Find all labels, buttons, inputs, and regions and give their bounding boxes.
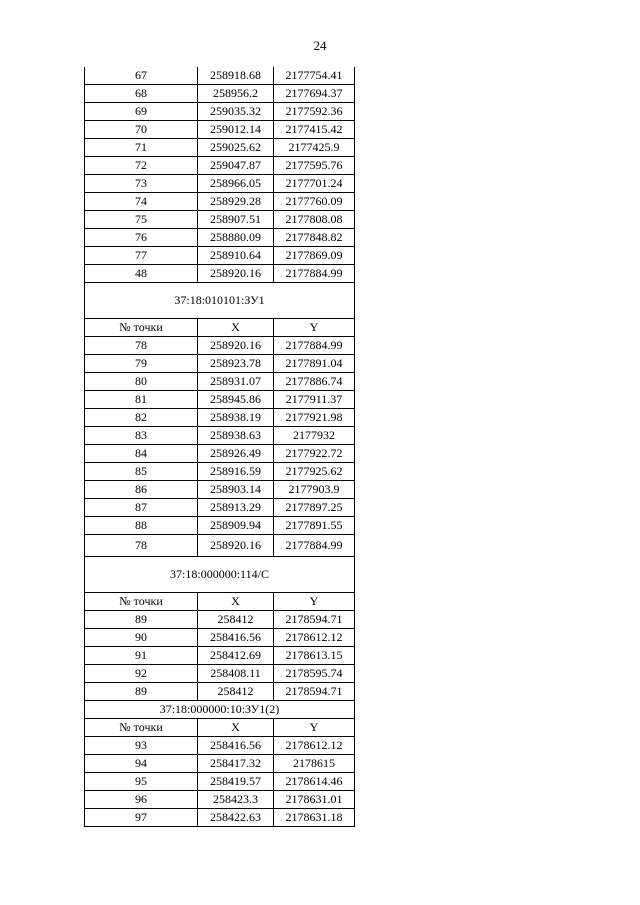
x-cell: 258880.09 [198, 229, 274, 247]
table-row [85, 337, 355, 355]
point-number-cell: 91 [85, 647, 198, 665]
table-row [85, 175, 355, 193]
y-cell: 2177754.41 [274, 67, 355, 85]
x-cell: 258938.63 [198, 427, 274, 445]
point-number-cell: 83 [85, 427, 198, 445]
column-header-row [85, 593, 355, 611]
y-cell: 2178612.12 [274, 737, 355, 755]
x-cell: 258966.05 [198, 175, 274, 193]
table-row [85, 427, 355, 445]
y-cell: 2177884.99 [274, 265, 355, 283]
table-row [85, 737, 355, 755]
y-header: Y [274, 719, 355, 737]
point-number-cell: 85 [85, 463, 198, 481]
y-cell: 2177760.09 [274, 193, 355, 211]
point-number-cell: 75 [85, 211, 198, 229]
point-number-header: № точки [85, 719, 198, 737]
point-number-cell: 69 [85, 103, 198, 121]
y-cell: 2177869.09 [274, 247, 355, 265]
point-number-cell: 77 [85, 247, 198, 265]
section-title: 37:18:000000:114/С [85, 557, 355, 593]
point-number-cell: 48 [85, 265, 198, 283]
table-row [85, 229, 355, 247]
point-number-cell: 82 [85, 409, 198, 427]
coordinates-table [84, 67, 355, 827]
point-number-cell: 89 [85, 683, 198, 701]
point-number-cell: 68 [85, 85, 198, 103]
table-row [85, 683, 355, 701]
point-number-cell: 95 [85, 773, 198, 791]
point-number-cell: 79 [85, 355, 198, 373]
y-header: Y [274, 593, 355, 611]
point-number-cell: 78 [85, 337, 198, 355]
y-cell: 2177886.74 [274, 373, 355, 391]
coordinates-table-body [85, 67, 355, 827]
point-number-cell: 67 [85, 67, 198, 85]
x-cell: 258923.78 [198, 355, 274, 373]
y-cell: 2178615 [274, 755, 355, 773]
y-cell: 2177891.04 [274, 355, 355, 373]
x-header: X [198, 719, 274, 737]
x-cell: 258920.16 [198, 535, 274, 557]
x-cell: 258929.28 [198, 193, 274, 211]
point-number-cell: 96 [85, 791, 198, 809]
y-cell: 2178631.18 [274, 809, 355, 827]
x-cell: 258423.3 [198, 791, 274, 809]
y-cell: 2177932 [274, 427, 355, 445]
x-header: X [198, 593, 274, 611]
x-cell: 258909.94 [198, 517, 274, 535]
x-cell: 258920.16 [198, 265, 274, 283]
y-cell: 2177701.24 [274, 175, 355, 193]
table-row [85, 247, 355, 265]
y-cell: 2178631.01 [274, 791, 355, 809]
x-cell: 258419.57 [198, 773, 274, 791]
x-cell: 259025.62 [198, 139, 274, 157]
table-row [85, 193, 355, 211]
y-cell: 2178614.46 [274, 773, 355, 791]
x-cell: 258412.69 [198, 647, 274, 665]
x-cell: 258903.14 [198, 481, 274, 499]
y-cell: 2177903.9 [274, 481, 355, 499]
y-cell: 2178594.71 [274, 611, 355, 629]
x-cell: 259035.32 [198, 103, 274, 121]
point-number-cell: 80 [85, 373, 198, 391]
x-cell: 258926.49 [198, 445, 274, 463]
table-row [85, 809, 355, 827]
table-row [85, 67, 355, 85]
table-row [85, 373, 355, 391]
x-cell: 258956.2 [198, 85, 274, 103]
point-number-cell: 73 [85, 175, 198, 193]
x-cell: 258408.11 [198, 665, 274, 683]
point-number-cell: 97 [85, 809, 198, 827]
table-row [85, 157, 355, 175]
table-row [85, 665, 355, 683]
point-number-cell: 90 [85, 629, 198, 647]
point-number-cell: 81 [85, 391, 198, 409]
table-row [85, 103, 355, 121]
x-cell: 258916.59 [198, 463, 274, 481]
y-cell: 2177897.25 [274, 499, 355, 517]
x-cell: 258910.64 [198, 247, 274, 265]
section-title-row [85, 701, 355, 719]
table-row [85, 139, 355, 157]
x-cell: 258918.68 [198, 67, 274, 85]
x-cell: 259047.87 [198, 157, 274, 175]
y-cell: 2177891.55 [274, 517, 355, 535]
y-cell: 2177694.37 [274, 85, 355, 103]
x-cell: 258412 [198, 683, 274, 701]
point-number-header: № точки [85, 593, 198, 611]
point-number-cell: 92 [85, 665, 198, 683]
point-number-cell: 88 [85, 517, 198, 535]
point-number-cell: 87 [85, 499, 198, 517]
x-cell: 258945.86 [198, 391, 274, 409]
x-cell: 258907.51 [198, 211, 274, 229]
x-cell: 258913.29 [198, 499, 274, 517]
table-row [85, 211, 355, 229]
y-cell: 2178595.74 [274, 665, 355, 683]
table-row [85, 121, 355, 139]
x-cell: 258416.56 [198, 737, 274, 755]
point-number-cell: 70 [85, 121, 198, 139]
x-cell: 258938.19 [198, 409, 274, 427]
table-row [85, 755, 355, 773]
table-row [85, 773, 355, 791]
y-cell: 2177415.42 [274, 121, 355, 139]
section-title-row [85, 283, 355, 319]
x-cell: 258920.16 [198, 337, 274, 355]
y-cell: 2177921.98 [274, 409, 355, 427]
y-cell: 2178612.12 [274, 629, 355, 647]
x-cell: 258422.63 [198, 809, 274, 827]
table-row [85, 463, 355, 481]
y-cell: 2177592.36 [274, 103, 355, 121]
table-row [85, 355, 355, 373]
table-row [85, 611, 355, 629]
y-cell: 2177911.37 [274, 391, 355, 409]
x-cell: 258412 [198, 611, 274, 629]
table-row [85, 445, 355, 463]
table-row [85, 647, 355, 665]
y-cell: 2178594.71 [274, 683, 355, 701]
table-row [85, 629, 355, 647]
y-cell: 2177808.08 [274, 211, 355, 229]
x-cell: 258416.56 [198, 629, 274, 647]
section-title: 37:18:010101:ЗУ1 [85, 283, 355, 319]
point-number-cell: 84 [85, 445, 198, 463]
section-title: 37:18:000000:10:ЗУ1(2) [85, 701, 355, 719]
x-cell: 258931.07 [198, 373, 274, 391]
table-row [85, 409, 355, 427]
table-row [85, 535, 355, 557]
page-number: 24 [313, 38, 327, 53]
table-row [85, 85, 355, 103]
table-row [85, 265, 355, 283]
y-cell: 2177884.99 [274, 535, 355, 557]
point-number-cell: 78 [85, 535, 198, 557]
table-row [85, 391, 355, 409]
point-number-cell: 93 [85, 737, 198, 755]
y-cell: 2177425.9 [274, 139, 355, 157]
y-cell: 2178613.15 [274, 647, 355, 665]
table-row [85, 499, 355, 517]
y-cell: 2177925.62 [274, 463, 355, 481]
x-cell: 258417.32 [198, 755, 274, 773]
x-header: X [198, 319, 274, 337]
point-number-cell: 71 [85, 139, 198, 157]
x-cell: 259012.14 [198, 121, 274, 139]
point-number-cell: 89 [85, 611, 198, 629]
point-number-header: № точки [85, 319, 198, 337]
table-row [85, 481, 355, 499]
y-cell: 2177848.82 [274, 229, 355, 247]
y-header: Y [274, 319, 355, 337]
y-cell: 2177884.99 [274, 337, 355, 355]
table-row [85, 517, 355, 535]
section-title-row [85, 557, 355, 593]
point-number-cell: 86 [85, 481, 198, 499]
point-number-cell: 94 [85, 755, 198, 773]
point-number-cell: 74 [85, 193, 198, 211]
y-cell: 2177922.72 [274, 445, 355, 463]
column-header-row [85, 719, 355, 737]
y-cell: 2177595.76 [274, 157, 355, 175]
point-number-cell: 76 [85, 229, 198, 247]
column-header-row [85, 319, 355, 337]
point-number-cell: 72 [85, 157, 198, 175]
table-row [85, 791, 355, 809]
